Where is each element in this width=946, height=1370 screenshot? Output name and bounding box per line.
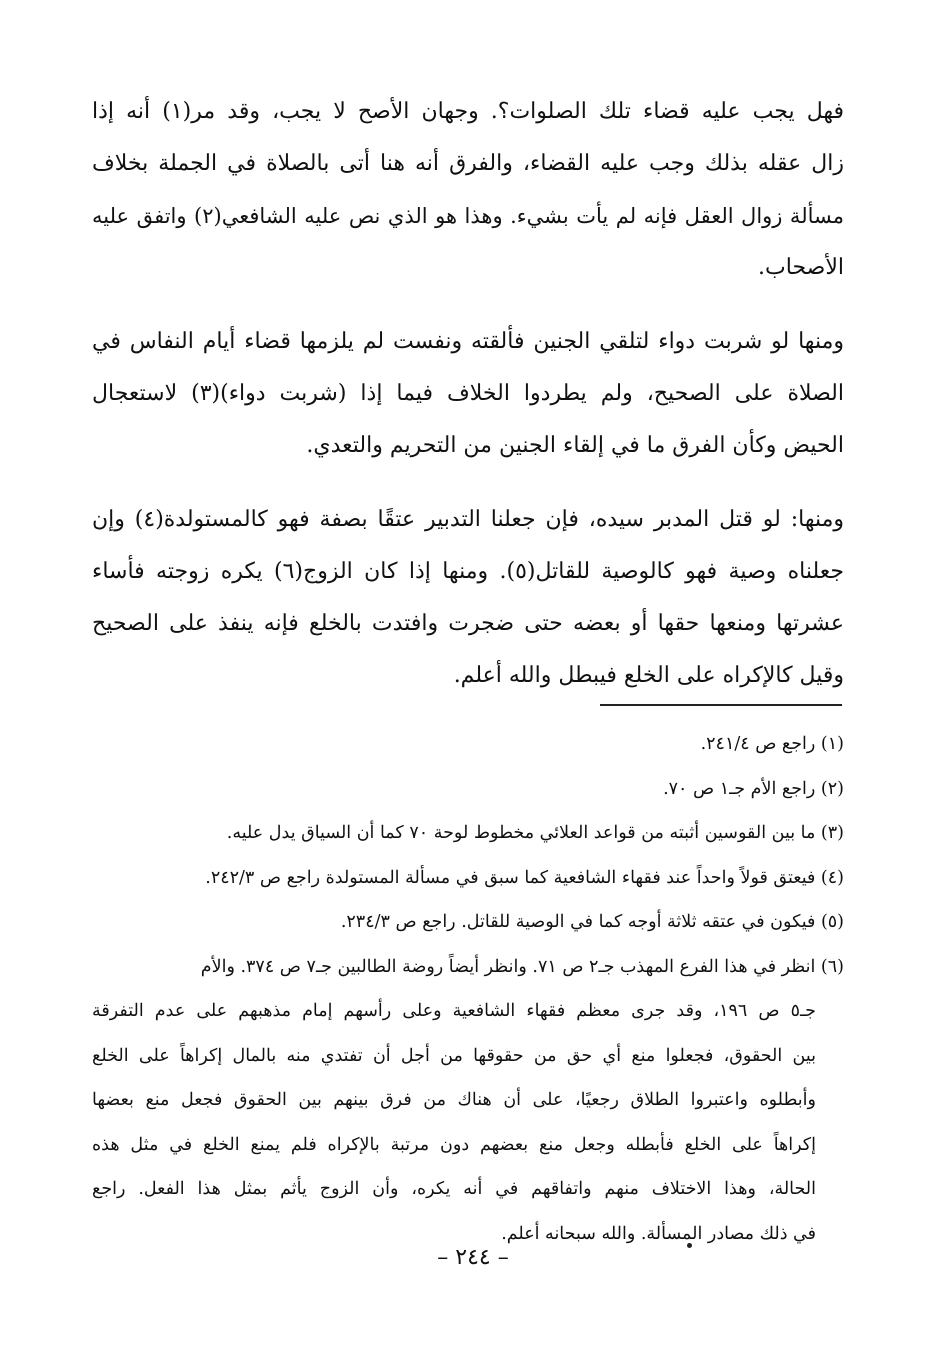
text-line: الأصحاب.	[758, 255, 844, 280]
footnote-6	[92, 945, 844, 1257]
footnote-2: (٢) راجع الأم جـ١ ص ٧٠.	[663, 778, 844, 799]
text-line: الصلاة على الصحيح، ولم يطردوا الخلاف فيما إذا (شربت دواء)(٣) لاستعجال	[92, 381, 844, 406]
paragraph-1	[92, 86, 844, 294]
text-line: زال عقله بذلك وجب عليه القضاء، والفرق أنه هنا أتى بالصلاة في الجملة بخلاف	[92, 151, 844, 176]
footnote-line: الحالة، وهذا الاختلاف منهم واتفاقهم في أنه يكره، وأن الزوج يأثم بمثل هذا الفعل. راجع	[92, 1179, 816, 1199]
footnote-line: (٦) انظر في هذا الفرع المهذب جـ٢ ص ٧١. وانظر أيضاً روضة الطالبين جـ٧ ص ٣٧٤. والأم	[200, 956, 844, 977]
main-text	[92, 86, 844, 724]
text-line: فهل يجب عليه قضاء تلك الصلوات؟. وجهان الأصح لا يجب، وقد مر(١) أنه إذا	[92, 99, 845, 124]
text-line: جعلناه وصية فهو كالوصية للقاتل(٥). ومنها إذا كان الزوج(٦) يكره زوجته فأساء	[92, 559, 845, 584]
footnote-1: (١) راجع ص ٢٤١/٤.	[700, 734, 844, 754]
footnote-separator	[600, 704, 842, 706]
footnote-3: (٣) ما بين القوسين أثبته من قواعد العلائي مخطوط لوحة ٧٠ كما أن السياق يدل عليه.	[226, 823, 844, 843]
footnote-line: بين الحقوق، فجعلوا منع أي حق من حقوقها من أجل أن تفتدي منه بالمال إكراهاً على الخلع	[92, 1045, 816, 1066]
footnote-4: (٤) فيعتق قولاً واحداً عند فقهاء الشافعية كما سبق في مسألة المستولدة راجع ص ٢٤٢/٣.	[205, 867, 844, 888]
footnotes	[92, 722, 844, 1256]
text-line: مسألة زوال العقل فإنه لم يأت بشيء. وهذا هو الذي نص عليه الشافعي(٢) واتفق عليه	[92, 204, 844, 228]
footnote-line: وأبطلوه واعتبروا الطلاق رجعيًا، على أن هناك من فرق بينهم بين الحقوق فجعل منع بعضها	[92, 1090, 816, 1110]
text-line: ومنها لو شربت دواء لتلقي الجنين فألقته ونفست لم يلزمها قضاء أيام النفاس في	[92, 329, 844, 354]
text-line: الحيض وكأن الفرق ما في إلقاء الجنين من التحريم والتعدي.	[306, 433, 844, 458]
paragraph-3	[92, 494, 844, 702]
footnote-line: جـ٥ ص ١٩٦، وقد جرى معظم فقهاء الشافعية وعلى رأسهم إمام مذهبهم على عدم التفرقة	[92, 1001, 816, 1021]
text-line: وقيل كالإكراه على الخلع فيبطل والله أعلم.	[453, 663, 844, 688]
paragraph-2	[92, 316, 844, 472]
footnote-line: في ذلك مصادر المسألة. والله سبحانه أعلم.	[501, 1223, 816, 1244]
footnote-line: إكراهاً على الخلع فأبطله وجعل منع بعضهم دون مرتبة بالإكراه فلم يمنع الخلع في مثل هذه	[92, 1134, 816, 1155]
page-number: – ٢٤٤ –	[437, 1245, 509, 1270]
text-line: ومنها: لو قتل المدبر سيده، فإن جعلنا التدبير عتقًا بصفة فهو كالمستولدة(٤) وإن	[92, 507, 845, 532]
footnote-5: (٥) فيكون في عتقه ثلاثة أوجه كما في الوصية للقاتل. راجع ص ٢٣٤/٣.	[340, 912, 844, 932]
text-line: عشرتها ومنعها حقها أو بعضه حتى ضجرت وافتدت بالخلع فإنه ينفذ على الصحيح	[92, 611, 844, 636]
